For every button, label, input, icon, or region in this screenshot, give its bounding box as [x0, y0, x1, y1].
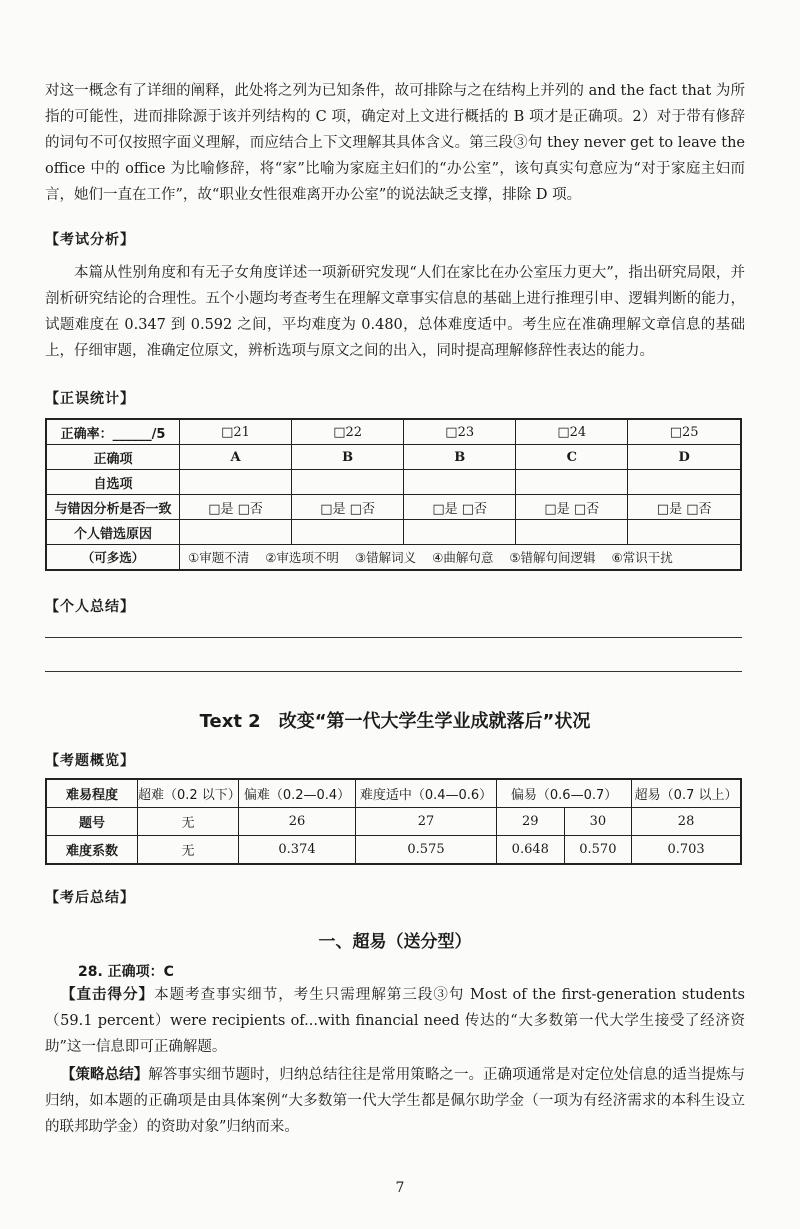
- intro-paragraph: 对这一概念有了详细的阐释，此处将之列为已知条件，故可排除与之在结构上并列的 and the fact that 为所指的可能性，进而排除源于该并列结构的 C 项，确定对上文进行概括的 B 项才是正确项。2）对于带有修辞的词句不可仅按照字面义理解，而应结合上下文理解其具体含义。第三段③句 they never get to leave the office 中的 office 为比喻修辞，将“家”比喻为家庭主妇们的“办公室”，该句真实句意应为“对于家庭主妇而言，她们一直在工作”，故“职业女性很难离开办公室”的说法缺乏支撑，排除 D 项。: [45, 83, 745, 203]
- reason-option: ③错解词义: [354, 550, 417, 565]
- direct-paragraph: [45, 982, 745, 1060]
- overview-heading: 【考题概览】: [45, 753, 135, 769]
- strategy-tag: 【策略总结】: [60, 1067, 149, 1083]
- question-number: 29: [497, 808, 565, 836]
- question-number: 30: [564, 808, 632, 836]
- reason-option: ②审选项不明: [265, 550, 339, 565]
- accuracy-label: 正确率：______/5: [46, 419, 180, 445]
- summary-heading: 【个人总结】: [45, 599, 135, 615]
- analysis-text: 本篇从性别角度和有无子女角度详述一项新研究发现“人们在家比在办公室压力更大”，指出研究局限，并剖析研究结论的合理性。五个小题均考查考生在理解文章事实信息的基础上进行推理引申、逻辑判断的能力，试题难度在 0.347 到 0.592 之间，平均难度为 0.480，总体难度适中。考生应在准确理解文章信息的基础上，仔细审题，准确定位原文，辨析选项与原文之间的出入，同时提高理解修辞性表达的能力。: [45, 265, 745, 359]
- overview-table: [45, 778, 742, 865]
- selected-cell[interactable]: [516, 470, 628, 495]
- level-header: 超难（0.2 以下）: [138, 779, 239, 808]
- level-header: 偏易（0.6—0.7）: [497, 779, 632, 808]
- reason-cell[interactable]: [292, 520, 404, 545]
- level-title: 一、超易（送分型）: [318, 932, 472, 952]
- level-header: 偏难（0.2—0.4）: [239, 779, 356, 808]
- reason-option: ④曲解句意: [432, 550, 494, 565]
- strategy-text: 解答事实细节题时，归纳总结往往是常用策略之一。正确项通常是对定位处信息的适当提炼与归纳，如本题的正确项是由具体案例“大多数第一代大学生都是佩尔助学金（一项为有经济需求的本科生设立的联邦助学金）的资助对象”归纳而来。: [45, 1067, 746, 1135]
- stats-table: [45, 418, 742, 571]
- reason-option: ①审题不清: [188, 550, 250, 565]
- answer-23: B: [404, 445, 516, 470]
- reason-label-multi: （可多选）: [46, 545, 180, 571]
- question-24[interactable]: □24: [516, 419, 628, 445]
- answer-25: D: [628, 445, 741, 470]
- reason-cell[interactable]: [404, 520, 516, 545]
- direct-tag: 【直击得分】: [60, 987, 155, 1003]
- reason-cell[interactable]: [180, 520, 292, 545]
- difficulty-coef: 无: [138, 836, 239, 865]
- consistency-label: 与错因分析是否一致: [46, 495, 180, 520]
- consistency-checkbox[interactable]: □是 □否: [292, 495, 404, 520]
- reason-cell[interactable]: [516, 520, 628, 545]
- consistency-checkbox[interactable]: □是 □否: [516, 495, 628, 520]
- difficulty-coef: 0.374: [239, 836, 356, 865]
- summary-line[interactable]: [45, 637, 742, 638]
- difficulty-coef: 0.648: [497, 836, 565, 865]
- direct-text: 本题考查事实细节，考生只需理解第三段③句 Most of the first-generation students（59.1 percent）were recipients of...with financial need 传达的“大多数第一代大学生接受了经济资助”这一信息即可正确解题。: [45, 987, 745, 1055]
- post-heading: 【考后总结】: [45, 890, 135, 906]
- answer-21: A: [180, 445, 292, 470]
- stats-heading: 【正误统计】: [45, 391, 135, 407]
- reason-option: ⑥常识干扰: [611, 550, 673, 565]
- question-21[interactable]: □21: [180, 419, 292, 445]
- question-23[interactable]: □23: [404, 419, 516, 445]
- reason-cell[interactable]: [628, 520, 741, 545]
- difficulty-coef: 0.575: [356, 836, 497, 865]
- text2-title: Text 2 改变“第一代大学生学业成就落后”状况: [199, 711, 591, 732]
- consistency-checkbox[interactable]: □是 □否: [628, 495, 741, 520]
- answer-24: C: [516, 445, 628, 470]
- selected-label: 自选项: [46, 470, 180, 495]
- correct-label: 正确项: [46, 445, 180, 470]
- difficulty-coef: 0.570: [564, 836, 632, 865]
- question-number: 28: [632, 808, 741, 836]
- selected-cell[interactable]: [292, 470, 404, 495]
- question-25[interactable]: □25: [628, 419, 741, 445]
- consistency-checkbox[interactable]: □是 □否: [180, 495, 292, 520]
- question-number: 无: [138, 808, 239, 836]
- strategy-paragraph: [45, 1062, 745, 1140]
- level-header: 超易（0.7 以上）: [632, 779, 741, 808]
- page-number: 7: [395, 1180, 405, 1196]
- coef-label: 难度系数: [46, 836, 138, 865]
- num-label: 题号: [46, 808, 138, 836]
- question-22[interactable]: □22: [292, 419, 404, 445]
- q28-answer: 28. 正确项：C: [78, 964, 174, 980]
- reason-option: ⑤错解句间逻辑: [509, 550, 596, 565]
- summary-line[interactable]: [45, 671, 742, 672]
- consistency-checkbox[interactable]: □是 □否: [404, 495, 516, 520]
- difficulty-coef: 0.703: [632, 836, 741, 865]
- question-number: 27: [356, 808, 497, 836]
- answer-22: B: [292, 445, 404, 470]
- reason-options: [180, 545, 742, 571]
- level-header: 难度适中（0.4—0.6）: [356, 779, 497, 808]
- reason-label: 个人错选原因: [46, 520, 180, 545]
- analysis-heading: 【考试分析】: [45, 232, 135, 248]
- selected-cell[interactable]: [404, 470, 516, 495]
- difficulty-label: 难易程度: [46, 779, 138, 808]
- selected-cell[interactable]: [628, 470, 741, 495]
- selected-cell[interactable]: [180, 470, 292, 495]
- question-number: 26: [239, 808, 356, 836]
